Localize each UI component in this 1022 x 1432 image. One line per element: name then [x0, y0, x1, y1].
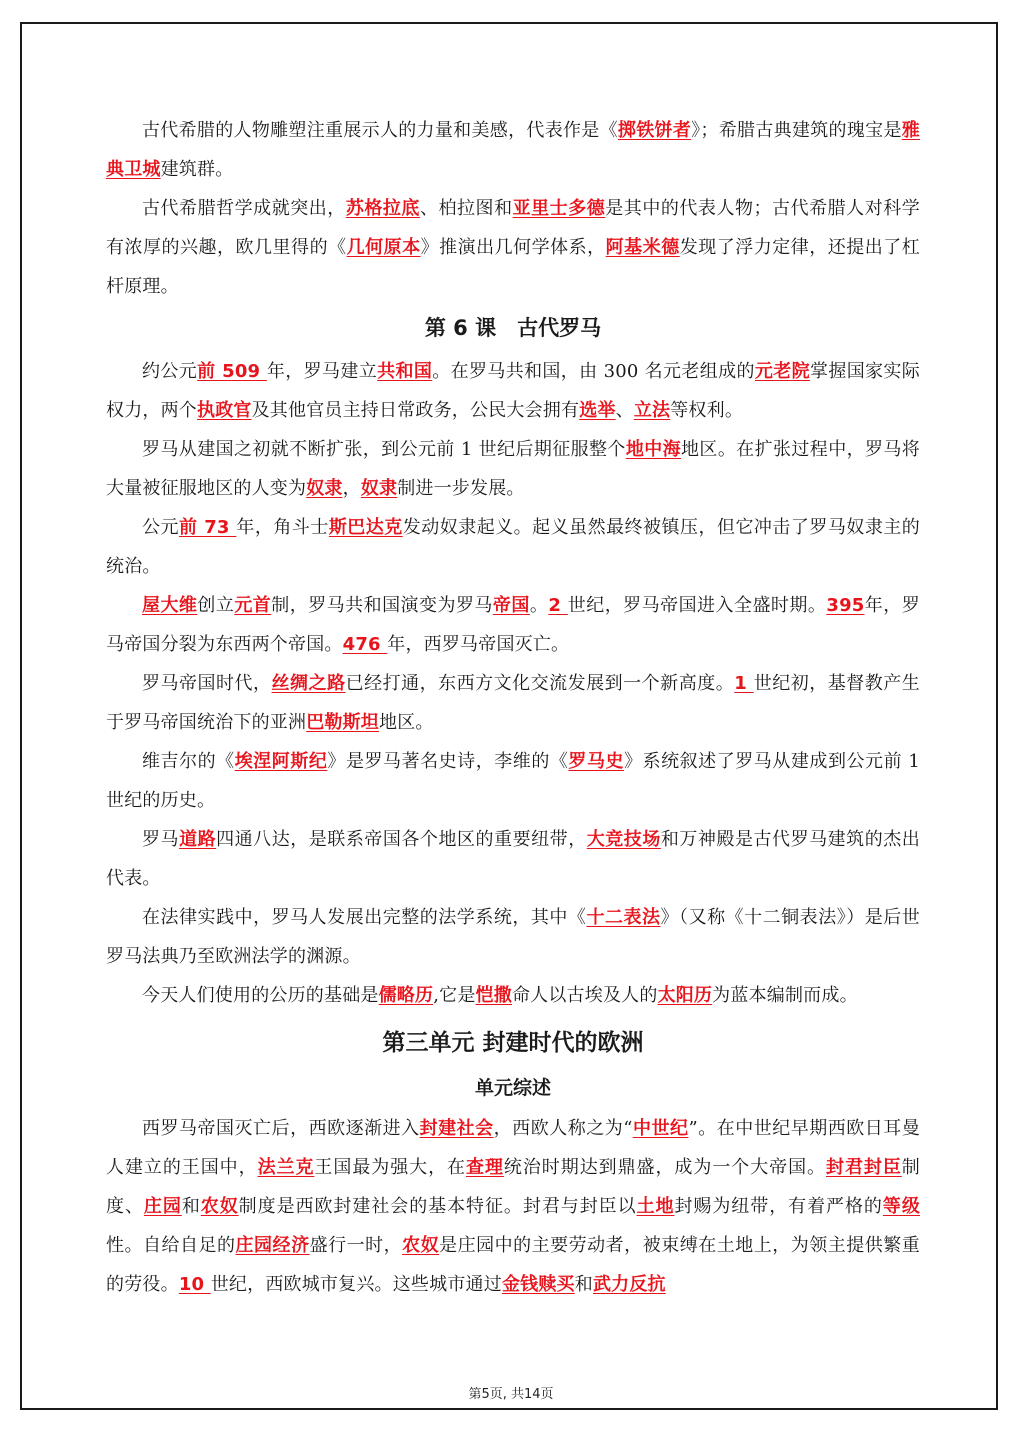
- answer-keyword: 几何原本: [346, 237, 421, 258]
- text-run: 、: [615, 400, 634, 421]
- answer-keyword: 执政官: [197, 400, 252, 421]
- text-run: 。: [529, 595, 549, 616]
- summary-title: 单元综述: [474, 1077, 551, 1099]
- answer-keyword: 屋大维: [142, 595, 198, 616]
- text-run: 统治时期达到鼎盛，成为一个大帝国。: [503, 1157, 826, 1178]
- answer-keyword: 中世纪: [632, 1118, 689, 1139]
- text-run: 和万神殿是古代罗马建筑的杰出代表。: [106, 829, 920, 889]
- text-run: 和: [574, 1274, 593, 1295]
- paragraph: [106, 430, 920, 508]
- text-run: ，西欧人称之为“: [493, 1118, 633, 1139]
- text-run: 古代希腊哲学成就突出，: [142, 198, 346, 219]
- text-run: 发动奴隶起义。起义虽然最终被镇压，但它冲击了罗马奴隶主的统治。: [106, 517, 920, 577]
- text-run: 罗马从建国之初就不断扩张，到公元前 1 世纪后期征服整个: [142, 439, 626, 460]
- answer-keyword: 大竞技场: [586, 829, 661, 850]
- answer-keyword: 封建社会: [419, 1118, 494, 1139]
- unit-title: 第三单元 封建时代的欧洲: [382, 1030, 644, 1056]
- text-run: 制，罗马共和国演变为罗马: [271, 595, 493, 616]
- text-run: 创立: [197, 595, 235, 616]
- text-run: 发现了浮力定律，还提出了杠杆原理。: [106, 237, 920, 297]
- text-run: 古代希腊的人物雕塑注重展示人的力量和美感，代表作是《: [142, 120, 618, 141]
- text-run: 西罗马帝国灭亡后，西欧逐渐进入: [142, 1118, 420, 1139]
- page-footer: 第5页, 共14页: [468, 1387, 554, 1402]
- answer-keyword: 太阳历: [657, 985, 713, 1006]
- answer-keyword: 罗马史: [568, 751, 625, 772]
- text-run: 》是罗马著名史诗，李维的《: [327, 751, 569, 772]
- text-run: 世纪初，基督教产生于罗马帝国统治下的亚洲: [106, 673, 920, 733]
- text-run: 年，罗马帝国分裂为东西两个帝国。: [106, 595, 920, 655]
- section-unit-summary: [106, 1109, 920, 1304]
- answer-keyword: 奴隶: [360, 478, 398, 499]
- text-run: 》推演出几何学体系，: [420, 237, 606, 258]
- answer-keyword: 10: [178, 1274, 211, 1295]
- answer-keyword: 元首: [234, 595, 272, 616]
- text-run: 罗马: [142, 829, 180, 850]
- answer-keyword: 前 509: [197, 361, 267, 382]
- text-run: 及其他官员主持日常政务，公民大会拥有: [251, 400, 580, 421]
- answer-keyword: 十二表法: [586, 907, 661, 928]
- paragraph: [106, 976, 920, 1015]
- text-run: 和: [181, 1196, 201, 1217]
- text-run: 》；希腊古典建筑的瑰宝是: [691, 120, 902, 141]
- answer-keyword: 选举: [579, 400, 616, 421]
- text-run: 约公元: [142, 361, 198, 382]
- answer-keyword: 395: [826, 595, 865, 616]
- document-body: [106, 111, 920, 1304]
- paragraph: [106, 820, 920, 898]
- paragraph: [106, 352, 920, 430]
- text-run: 掌握国家实际权力，两个: [106, 361, 920, 421]
- answer-keyword: 地中海: [625, 439, 682, 460]
- answer-keyword: 庄园经济: [235, 1235, 310, 1256]
- answer-keyword: 庄园: [143, 1196, 182, 1217]
- text-run: 世纪，西欧城市复兴。这些城市通过: [210, 1274, 502, 1295]
- text-run: 年，罗马建立: [266, 361, 378, 382]
- text-run: 制度、: [106, 1157, 920, 1217]
- text-run: ”。在中世纪早期西欧日耳曼人建立的王国中，: [106, 1118, 920, 1178]
- text-run: 》系统叙述了罗马从建成到公元前 1 世纪的历史。: [106, 751, 921, 811]
- answer-keyword: 等级: [882, 1196, 921, 1217]
- answer-keyword: 共和国: [377, 361, 433, 382]
- answer-keyword: 元老院: [754, 361, 810, 382]
- answer-keyword: 阿基米德: [605, 237, 680, 258]
- paragraph: [106, 189, 920, 306]
- answer-keyword: 丝绸之路: [271, 673, 346, 694]
- answer-keyword: 儒略历: [378, 985, 434, 1006]
- answer-keyword: 1: [734, 673, 754, 694]
- text-run: 》（又称《十二铜表法》）是后世罗马法典乃至欧洲法学的渊源。: [106, 907, 920, 967]
- section-greece: [106, 111, 920, 306]
- text-run: 性。自给自足的: [106, 1235, 236, 1256]
- text-run: 在法律实践中，罗马人发展出完整的法学系统，其中《: [142, 907, 587, 928]
- answer-keyword: 苏格拉底: [345, 198, 420, 219]
- text-run: 是庄园中的主要劳动者，被束缚在土地上，为领主提供繁重的劳役。: [106, 1235, 920, 1295]
- answer-keyword: 查理: [466, 1157, 504, 1178]
- text-run: 、柏拉图和: [419, 198, 513, 219]
- answer-keyword: 道路: [179, 829, 217, 850]
- answer-keyword: 巴勒斯坦: [306, 712, 380, 733]
- text-run: 罗马帝国时代，: [142, 673, 272, 694]
- paragraph: [106, 586, 920, 664]
- text-run: 等权利。: [670, 400, 744, 421]
- text-run: 。在罗马共和国，由 300 名元老组成的: [432, 361, 755, 382]
- paragraph: [106, 1109, 920, 1304]
- answer-keyword: 帝国: [492, 595, 530, 616]
- text-run: 今天人们使用的公历的基础是: [142, 985, 379, 1006]
- answer-keyword: 农奴: [402, 1235, 440, 1256]
- answer-keyword: 恺撒: [475, 985, 512, 1006]
- text-run: 命人以古埃及人的: [511, 985, 658, 1006]
- text-run: ，: [342, 478, 361, 499]
- answer-keyword: 土地: [636, 1196, 675, 1217]
- lesson-title: 第 6 课 古代罗马: [424, 316, 602, 340]
- paragraph: [106, 111, 920, 189]
- text-run: 制度是西欧封建社会的基本特征。封君与封臣以: [238, 1196, 637, 1217]
- paragraph: [106, 664, 920, 742]
- answer-keyword: 亚里士多德: [512, 198, 606, 219]
- answer-keyword: 埃涅阿斯纪: [234, 751, 328, 772]
- answer-keyword: 476: [342, 634, 388, 655]
- text-run: 年，西罗马帝国灭亡。: [387, 634, 570, 655]
- text-run: 制进一步发展。: [397, 478, 525, 499]
- text-run: 四通八达，是联系帝国各个地区的重要纽带，: [216, 829, 587, 850]
- section-rome: [106, 352, 920, 1015]
- paragraph: [106, 898, 920, 976]
- answer-keyword: 法兰克: [257, 1157, 315, 1178]
- answer-keyword: 雅典卫城: [106, 120, 920, 180]
- paragraph: [106, 742, 920, 820]
- text-run: 公元: [142, 517, 179, 538]
- answer-keyword: 农奴: [200, 1196, 239, 1217]
- answer-keyword: 金钱赎买: [501, 1274, 575, 1295]
- text-run: 为蓝本编制而成。: [712, 985, 858, 1006]
- answer-keyword: 斯巴达克: [328, 517, 403, 538]
- text-run: 年，角斗士: [236, 517, 329, 538]
- text-run: 世纪，罗马帝国进入全盛时期。: [567, 595, 827, 616]
- answer-keyword: 2: [548, 595, 568, 616]
- text-run: 王国最为强大，在: [314, 1157, 466, 1178]
- answer-keyword: 奴隶: [306, 478, 343, 499]
- text-run: 封赐为纽带，有着严格的: [674, 1196, 883, 1217]
- answer-keyword: 掷铁饼者: [617, 120, 692, 141]
- paragraph: [106, 508, 920, 586]
- answer-keyword: 武力反抗: [592, 1274, 666, 1295]
- text-run: 盛行一时，: [309, 1235, 403, 1256]
- text-run: 建筑群。: [160, 159, 234, 180]
- text-run: 地区。: [379, 712, 434, 733]
- text-run: 已经打通，东西方文化交流发展到一个新高度。: [345, 673, 735, 694]
- answer-keyword: 立法: [633, 400, 671, 421]
- text-run: 维吉尔的《: [142, 751, 235, 772]
- text-run: 是其中的代表人物；古代希腊人对科学有浓厚的兴趣，欧几里得的《: [106, 198, 920, 258]
- answer-keyword: 封君封臣: [826, 1157, 902, 1178]
- text-run: ,它是: [433, 985, 476, 1006]
- text-run: 地区。在扩张过程中，罗马将大量被征服地区的人变为: [106, 439, 920, 499]
- answer-keyword: 前 73: [178, 517, 237, 538]
